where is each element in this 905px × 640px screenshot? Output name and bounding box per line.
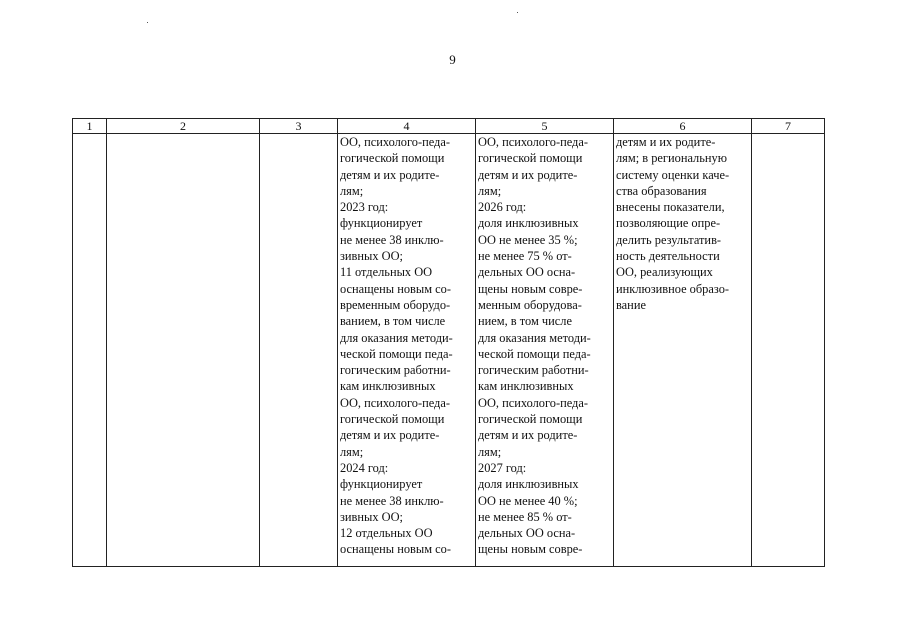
cell-text-line: ОО, психолого-педа- — [340, 135, 450, 149]
cell-col5 — [476, 134, 614, 567]
cell-text-line: 11 отдельных ОО — [340, 265, 433, 280]
cell-text-line: кам инклюзивных — [340, 379, 436, 394]
cell-text-line: доля инклюзивных — [478, 477, 579, 492]
cell-col2 — [107, 134, 260, 567]
cell-text-line: лям; — [340, 183, 364, 198]
cell-text-line: зивных ОО; — [340, 509, 403, 524]
header-cell-4: 4 — [338, 119, 476, 134]
document-table — [72, 118, 825, 567]
cell-text-line: ОО, психолого-педа- — [478, 395, 588, 410]
header-cell-2: 2 — [107, 119, 260, 134]
header-cell-6: 6 — [614, 119, 752, 134]
cell-text-line: гогической помощи — [340, 151, 445, 166]
cell-text-line: гогической помощи — [478, 412, 583, 427]
cell-text-line: ОО, реализующих — [616, 265, 713, 280]
page-number: 9 — [449, 52, 456, 67]
cell-text-line: оснащены новым со- — [340, 281, 451, 296]
cell-text-line: дельных ОО осна- — [478, 265, 576, 280]
cell-text-line: доля инклюзивных — [478, 216, 579, 231]
cell-text-line: ОО не менее 35 %; — [478, 232, 578, 247]
cell-text-line: позволяющие опре- — [616, 216, 721, 231]
cell-col7 — [752, 134, 825, 567]
cell-text-line: детям и их родите- — [478, 167, 578, 182]
cell-text-line: 2023 год: — [340, 200, 389, 215]
cell-text-line: детям и их родите- — [616, 135, 716, 149]
header-cell-3: 3 — [260, 119, 338, 134]
header-cell-7: 7 — [752, 119, 825, 134]
cell-text-line: ства образования — [616, 183, 707, 198]
cell-text-line: внесены показатели, — [616, 200, 725, 215]
cell-text-line: лям; — [478, 183, 502, 198]
cell-text-line: ОО, психолого-педа- — [478, 135, 588, 149]
cell-text-line: дельных ОО осна- — [478, 526, 576, 541]
cell-text-line: ческой помощи педа- — [478, 346, 591, 361]
cell-text-line: не менее 85 % от- — [478, 509, 572, 524]
scan-speck — [147, 22, 148, 23]
cell-col3 — [260, 134, 338, 567]
cell-text-line: не менее 38 инклю- — [340, 493, 444, 508]
cell-text-line: не менее 38 инклю- — [340, 232, 444, 247]
cell-text-line: гогической помощи — [478, 151, 583, 166]
table-row — [73, 134, 825, 567]
cell-text-line: гогической помощи — [340, 412, 445, 427]
cell-text-line: 2026 год: — [478, 200, 527, 215]
cell-text-line: инклюзивное образо- — [616, 281, 730, 296]
cell-text-line: ность деятельности — [616, 249, 720, 264]
cell-text-line: детям и их родите- — [340, 428, 440, 443]
cell-text-line: лям; в региональную — [616, 151, 727, 166]
cell-col4 — [338, 134, 476, 567]
cell-text-line: детям и их родите- — [340, 167, 440, 182]
cell-text-line: временным оборудо- — [340, 297, 451, 312]
cell-text-line: 12 отдельных ОО — [340, 526, 433, 541]
cell-text-line: лям; — [340, 444, 364, 459]
cell-text-line: зивных ОО; — [340, 249, 403, 264]
cell-text-line: ОО, психолого-педа- — [340, 395, 450, 410]
cell-text-line: для оказания методи- — [340, 330, 453, 345]
cell-text-line: не менее 75 % от- — [478, 249, 572, 264]
cell-text-line: гогическим работни- — [478, 363, 589, 378]
cell-text-line: менным оборудова- — [478, 297, 582, 312]
cell-text-line: делить результатив- — [616, 232, 722, 247]
cell-text-line: систему оценки каче- — [616, 167, 730, 182]
cell-text-line: ванием, в том числе — [340, 314, 446, 329]
scan-speck — [517, 12, 518, 13]
cell-text-line: лям; — [478, 444, 502, 459]
cell-text-line: кам инклюзивных — [478, 379, 574, 394]
header-cell-5: 5 — [476, 119, 614, 134]
cell-col6 — [614, 134, 752, 567]
cell-text-line: ОО не менее 40 %; — [478, 493, 578, 508]
cell-text-line: ческой помощи педа- — [340, 346, 453, 361]
cell-text-line: оснащены новым со- — [340, 542, 451, 557]
header-cell-1: 1 — [73, 119, 107, 134]
cell-text-line: гогическим работни- — [340, 363, 451, 378]
cell-text-line: щены новым совре- — [478, 542, 583, 557]
cell-text-line: 2024 год: — [340, 460, 389, 475]
cell-text-line: функционирует — [340, 477, 423, 492]
cell-text-line: щены новым совре- — [478, 281, 583, 296]
cell-text-line: нием, в том числе — [478, 314, 572, 329]
cell-text-line: функционирует — [340, 216, 423, 231]
cell-col1 — [73, 134, 107, 567]
cell-text-line: детям и их родите- — [478, 428, 578, 443]
cell-text-line: вание — [616, 297, 646, 312]
cell-text-line: для оказания методи- — [478, 330, 591, 345]
table-header-row — [73, 119, 825, 134]
cell-text-line: 2027 год: — [478, 460, 527, 475]
